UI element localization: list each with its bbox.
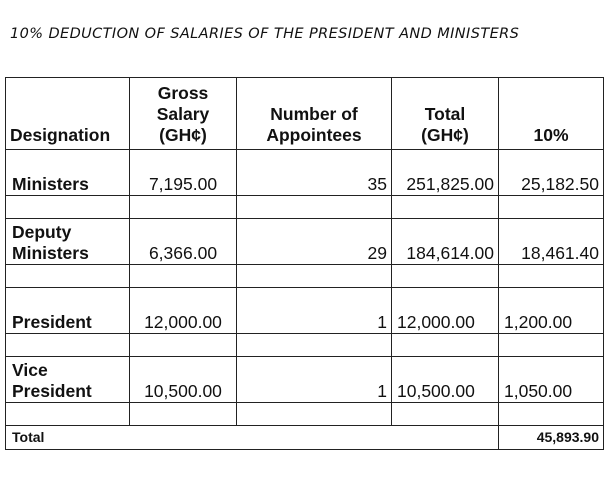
empty-cell [6,196,130,219]
designation-cell: President [6,288,130,334]
empty-cell [130,403,237,426]
empty-cell [499,334,604,357]
gross-salary-cell: 6,366.00 [130,219,237,265]
spacer-row [6,265,604,288]
ten-percent-cell: 18,461.40 [499,219,604,265]
total-label-cell: Total [6,426,499,450]
empty-cell [392,196,499,219]
spacer-row [6,403,604,426]
empty-cell [499,265,604,288]
empty-cell [499,403,604,426]
ten-percent-cell: 25,182.50 [499,150,604,196]
designation-cell: Ministers [6,150,130,196]
table-row [6,357,604,403]
table-row [6,288,604,334]
empty-cell [392,403,499,426]
empty-cell [130,196,237,219]
empty-cell [130,334,237,357]
ten-percent-cell: 1,050.00 [499,357,604,403]
empty-cell [237,196,392,219]
empty-cell [237,334,392,357]
header-gross-salary: Gross Salary (GH¢) [130,78,237,150]
total-ten-percent-cell: 45,893.90 [499,426,604,450]
empty-cell [237,265,392,288]
total-cell: 12,000.00 [392,288,499,334]
empty-cell [392,334,499,357]
document-title: 10% DEDUCTION OF SALARIES OF THE PRESIDENT AND MINISTERS [10,26,520,42]
empty-cell [6,403,130,426]
gross-salary-cell: 10,500.00 [130,357,237,403]
salary-deduction-table [5,77,604,450]
appointees-cell: 29 [237,219,392,265]
empty-cell [237,403,392,426]
total-cell: 10,500.00 [392,357,499,403]
header-designation: Designation [6,78,130,150]
spacer-row [6,334,604,357]
spacer-row [6,196,604,219]
header-total: Total (GH¢) [392,78,499,150]
header-appointees: Number of Appointees [237,78,392,150]
appointees-cell: 35 [237,150,392,196]
empty-cell [392,265,499,288]
header-ten-percent: 10% [499,78,604,150]
appointees-cell: 1 [237,357,392,403]
gross-salary-cell: 7,195.00 [130,150,237,196]
header-row [6,78,604,150]
designation-cell: Deputy Ministers [6,219,130,265]
table-row [6,219,604,265]
total-cell: 251,825.00 [392,150,499,196]
empty-cell [130,265,237,288]
table-row [6,150,604,196]
appointees-cell: 1 [237,288,392,334]
empty-cell [6,334,130,357]
empty-cell [6,265,130,288]
total-row [6,426,604,450]
ten-percent-cell: 1,200.00 [499,288,604,334]
empty-cell [499,196,604,219]
total-cell: 184,614.00 [392,219,499,265]
gross-salary-cell: 12,000.00 [130,288,237,334]
designation-cell: Vice President [6,357,130,403]
